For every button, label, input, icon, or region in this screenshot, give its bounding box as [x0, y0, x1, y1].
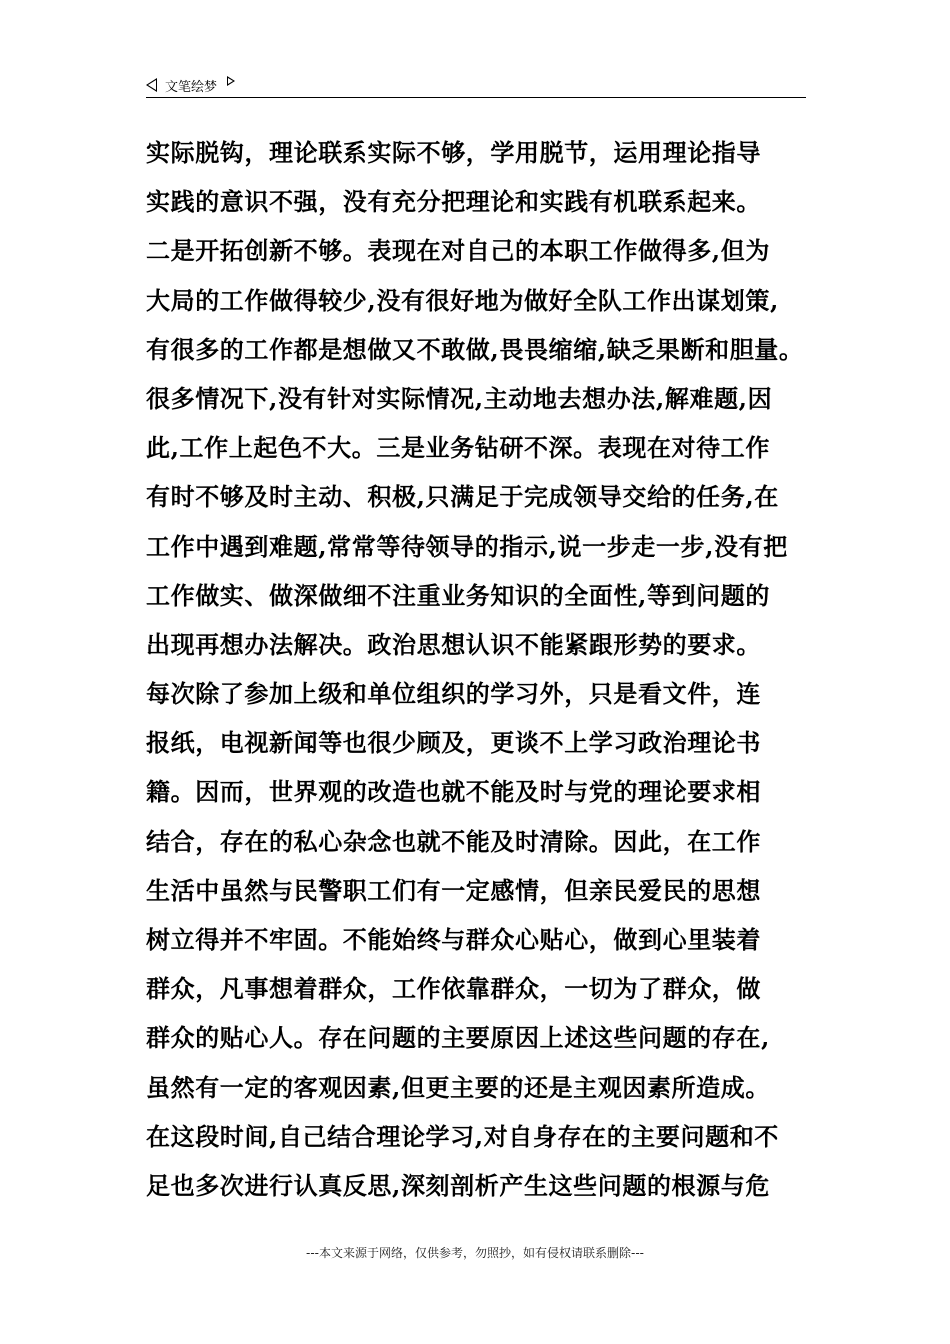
text-line: 在这段时间,自己结合理论学习,对自身存在的主要问题和不	[146, 1121, 779, 1151]
text-line: 出现再想办法解决。政治思想认识不能紧跟形势的要求。	[146, 629, 761, 659]
text-line: 有时不够及时主动、积极,只满足于完成领导交给的任务,在	[146, 482, 779, 512]
document-body	[146, 128, 814, 1210]
text-line: 工作做实、做深做细不注重业务知识的全面性,等到问题的	[146, 580, 770, 610]
triangle-right-icon	[227, 76, 235, 86]
text-line: 足也多次进行认真反思,深刻剖析产生这些问题的根源与危	[146, 1170, 770, 1200]
text-line: 结合，存在的私心杂念也就不能及时清除。因此，在工作	[146, 826, 761, 856]
text-line: 二是开拓创新不够。表现在对自己的本职工作做得多,但为	[146, 236, 770, 266]
page-header	[146, 74, 806, 96]
text-line: 籍。因而，世界观的改造也就不能及时与党的理论要求相	[146, 777, 761, 807]
text-line: 有很多的工作都是想做又不敢做,畏畏缩缩,缺乏果断和胆量。	[146, 334, 804, 364]
text-line: 群众，凡事想着群众，工作依靠群众，一切为了群众，做	[146, 974, 761, 1004]
text-line: 实践的意识不强，没有充分把理论和实践有机联系起来。	[146, 187, 761, 217]
text-line: 很多情况下,没有针对实际情况,主动地去想办法,解难题,因	[146, 383, 773, 413]
text-line: 生活中虽然与民警职工们有一定感情，但亲民爱民的思想	[146, 875, 761, 905]
text-line: 大局的工作做得较少,没有很好地为做好全队工作出谋划策,	[146, 285, 779, 315]
page-footer: ---本文来源于网络，仅供参考，勿照抄，如有侵权请联系删除---	[306, 1246, 644, 1260]
header-divider	[146, 97, 806, 98]
text-line: 工作中遇到难题,常常等待领导的指示,说一步走一步,没有把	[146, 531, 788, 561]
text-line: 此,工作上起色不大。三是业务钻研不深。表现在对待工作	[146, 433, 770, 463]
text-line: 群众的贴心人。存在问题的主要原因上述这些问题的存在,	[146, 1023, 770, 1053]
text-line: 树立得并不牢固。不能始终与群众心贴心，做到心里装着	[146, 925, 761, 954]
triangle-left-icon	[146, 78, 157, 92]
text-line: 虽然有一定的客观因素,但更主要的还是主观因素所造成。	[146, 1072, 770, 1102]
header-title: 文笔绘梦	[165, 79, 218, 95]
text-line: 实际脱钩，理论联系实际不够，学用脱节，运用理论指导	[146, 138, 761, 167]
text-line: 每次除了参加上级和单位组织的学习外，只是看文件，连	[146, 679, 761, 709]
text-line: 报纸，电视新闻等也很少顾及，更谈不上学习政治理论书	[146, 728, 761, 758]
